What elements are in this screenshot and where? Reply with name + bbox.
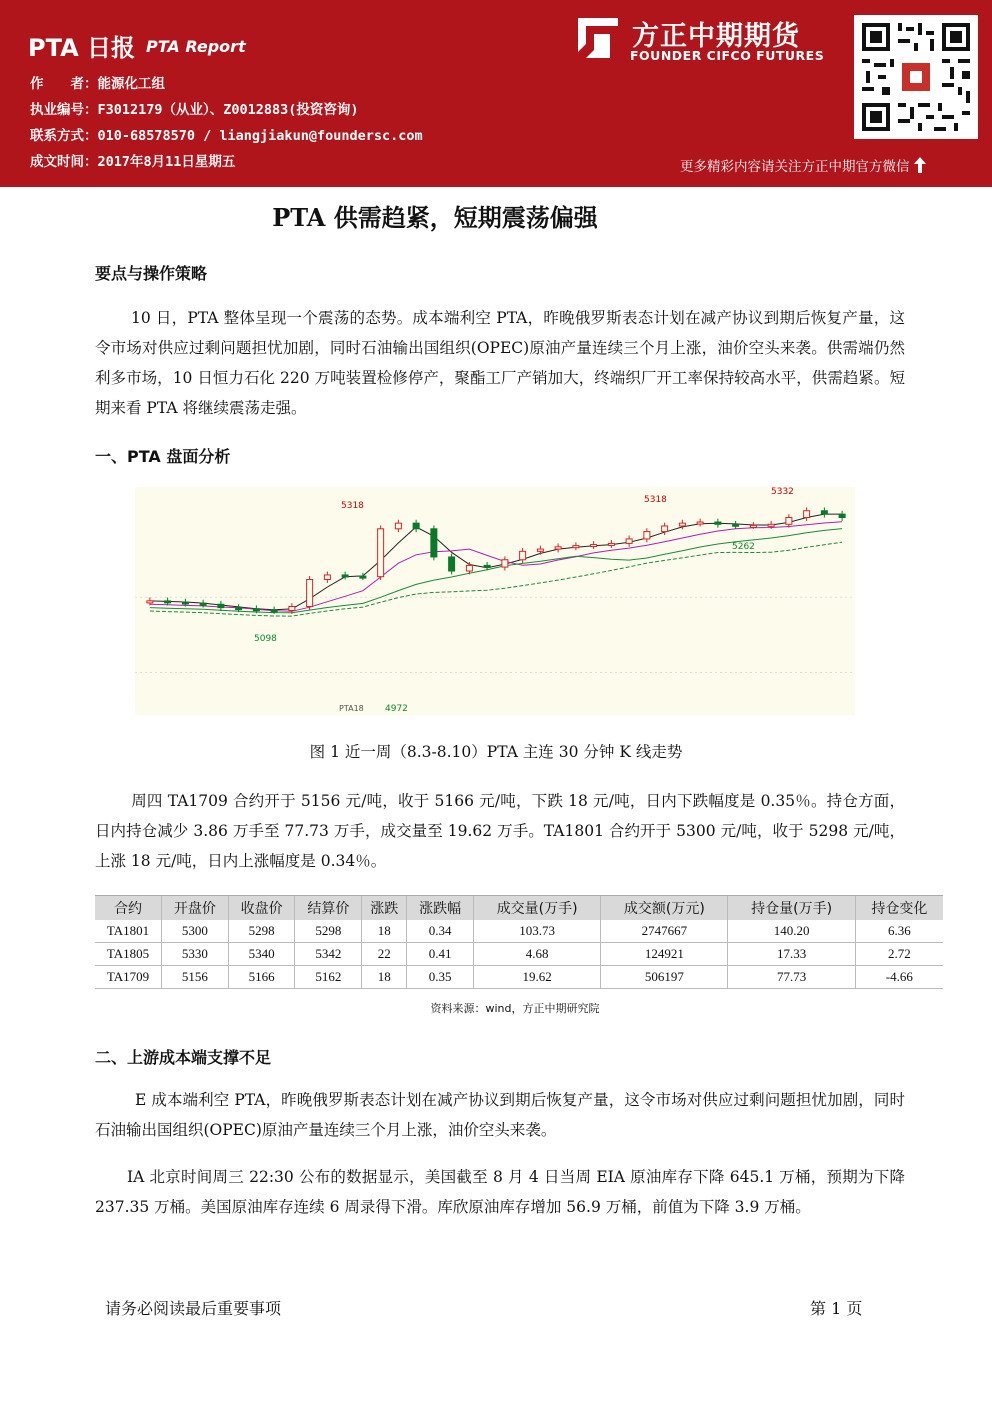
table-cell: 5156 [161,966,228,989]
candle [253,609,259,611]
table-cell: 5340 [228,943,295,966]
license-line: 执业编号：F3012179（从业）、Z0012883(投资咨询) [30,102,359,118]
candle [466,565,472,571]
candle [520,551,526,559]
section-heading-key: 要点与操作策略 [95,264,208,283]
report-title: PTA 日报 [28,34,136,62]
table-header-row [95,896,943,921]
table-cell: 77.73 [728,966,855,989]
candle [360,576,366,578]
candle [378,529,384,577]
table-cell: 19.62 [474,966,601,989]
candle [165,601,171,603]
candle [537,549,543,551]
table-cell: TA1801 [95,920,161,943]
date-line: 成文时间：2017年8月11日星期五 [30,154,236,170]
paragraph-cost-2: IA 北京时间周三 22:30 公布的数据显示，美国截至 8 月 4 日当周 EIA 原油库存下降 645.1 万桶，预期为下降 237.35 万桶。美国原油库存连续 6 周录得下滑。库欣原油库存增加 56.9 万桶，前值为下降 3.9 万桶。 [95,1168,905,1216]
table-cell: TA1805 [95,943,161,966]
candle [679,523,685,526]
candle [715,522,721,524]
candle [733,524,739,526]
candle [608,543,614,545]
kline-chart-svg [135,487,855,715]
candle [449,557,455,571]
report-header [0,0,992,187]
paragraph-cost-1: E 成本端利空 PTA，昨晚俄罗斯表态计划在减产协议到期后恢复产量，这令市场对供应过剩问题担忧加剧，同时石油输出国组织(OPEC)原油产量连续三个月上涨，油价空头来袭。 [95,1091,905,1139]
license-value: F3012179（从业）、Z0012883(投资咨询) [97,102,359,118]
table-cell: 5342 [295,943,362,966]
chart-label-high2: 5318 [644,495,667,505]
table-cell: 17.33 [728,943,855,966]
table-cell: 18 [362,966,407,989]
table-header-cell: 成交额(万元) [601,896,728,921]
candle [804,511,810,518]
page-number: 第 1 页 [810,1299,863,1318]
candle [307,579,313,606]
chart-label-high3: 5332 [771,487,794,497]
arrow-up-icon [914,157,926,173]
table-cell: 6.36 [855,920,943,943]
table-cell: 5298 [295,920,362,943]
section-heading-market: 一、PTA 盘面分析 [95,447,231,466]
table-header-cell: 成交量(万手) [474,896,601,921]
moving-average-line [150,522,842,612]
table-cell: 2.72 [855,943,943,966]
qr-code-icon [854,15,978,139]
table-cell: 0.41 [407,943,474,966]
candle [502,560,508,567]
candle [662,526,668,532]
table-cell: 2747667 [601,920,728,943]
table-cell: 5166 [228,966,295,989]
candle [342,575,348,577]
brand-logo: 方正中期期货 FOUNDER CIFCO FUTURES [572,14,832,66]
chart-label-low1: 5098 [254,634,277,644]
table-header-cell: 涨跌 [362,896,407,921]
table-cell: 5162 [295,966,362,989]
candle [484,565,490,567]
chart-label-tag: PTA18 [339,704,364,713]
brand-logo-icon [572,14,624,66]
moving-average-line [150,542,842,616]
author-line: 作 者：能源化工组 [30,76,165,92]
futures-table [95,895,943,989]
follow-note: 更多精彩内容请关注方正中期官方微信 [680,155,926,175]
figure-caption: 图 1 近一周（8.3-8.10）PTA 主连 30 分钟 K 线走势 [309,743,683,761]
section-heading-cost: 二、上游成本端支撑不足 [95,1048,272,1067]
candles [147,507,845,613]
author-value: 能源化工组 [97,76,165,92]
table-cell: 22 [362,943,407,966]
candle [821,511,827,514]
table-cell: 5298 [228,920,295,943]
report-subtitle: PTA Report [146,37,246,56]
table-cell: 5330 [161,943,228,966]
table-header-cell: 持仓量(万手) [728,896,855,921]
candle [395,523,401,529]
table-cell: 4.68 [474,943,601,966]
candle [236,608,242,610]
candle [431,529,437,557]
date-value: 2017年8月11日星期五 [97,154,236,170]
candle [200,603,206,605]
moving-averages [150,514,842,616]
contact-line: 联系方式：010-68578570 / liangjiakun@foundersc.com [30,128,423,144]
table-cell: TA1709 [95,966,161,989]
table-cell: 140.20 [728,920,855,943]
candle [591,545,597,547]
table-header-cell: 结算价 [295,896,362,921]
document-title: PTA 供需趋紧，短期震荡偏强 [272,203,598,232]
table-source: 资料来源：wind，方正中期研究院 [430,1002,600,1015]
chart-label-low2: 4972 [385,704,408,714]
candle [413,523,419,529]
chart-label-low3: 5262 [732,542,755,552]
candle [626,539,632,544]
candle [147,601,153,603]
table-cell: 18 [362,920,407,943]
table-cell: -4.66 [855,966,943,989]
candle [555,547,561,549]
table-cell: 0.34 [407,920,474,943]
table-cell: 124921 [601,943,728,966]
footer-notice: 请务必阅读最后重要事项 [105,1299,282,1318]
table-cell: 5300 [161,920,228,943]
paragraph-market: 周四 TA1709 合约开于 5156 元/吨，收于 5166 元/吨，下跌 18 元/吨，日内下跌幅度是 0.35％。持仓方面，日内持仓减少 3.86 万手至 77.73 万手，成交量至 19.62 万手。TA1801 合约开于 5300 元/吨，收于 5298 元/吨，上涨 18 元/吨，日内上涨幅度是 0.34％。 [95,792,905,870]
candle [573,546,579,548]
table-header-cell: 收盘价 [228,896,295,921]
table-cell: 103.73 [474,920,601,943]
candle [786,518,792,525]
table-row [95,920,943,943]
table-header-cell: 持仓变化 [855,896,943,921]
chart-label-high1: 5318 [341,501,364,511]
contact-value: 010-68578570 / liangjiakun@foundersc.com [97,128,423,144]
table-header-cell: 合约 [95,896,161,921]
kline-chart [135,487,855,715]
candle [218,604,224,607]
table-row [95,966,943,989]
candle [839,514,845,517]
table-header-cell: 涨跌幅 [407,896,474,921]
candle [644,532,650,539]
table-cell: 0.35 [407,966,474,989]
table-header-cell: 开盘价 [161,896,228,921]
candle [271,610,277,612]
paragraph-key: 10 日，PTA 整体呈现一个震荡的态势。成本端利空 PTA，昨晚俄罗斯表态计划在减产协议到期后恢复产量，这令市场对供应过剩问题担忧加剧，同时石油输出国组织(OPEC)原油产量连续三个月上涨，油价空头来袭。供需端仍然利多市场，10 日恒力石化 220 万吨装置检修停产，聚酯工厂产销加大，终端织厂开工率保持较高水平，供需趋紧。短期来看 PTA 将继续震荡走强。 [95,309,905,417]
candle [697,522,703,524]
candle [182,602,188,604]
candle [768,524,774,526]
candle [324,575,330,580]
candle [289,607,295,611]
table-cell: 506197 [601,966,728,989]
candle [750,525,756,527]
table-row [95,943,943,966]
